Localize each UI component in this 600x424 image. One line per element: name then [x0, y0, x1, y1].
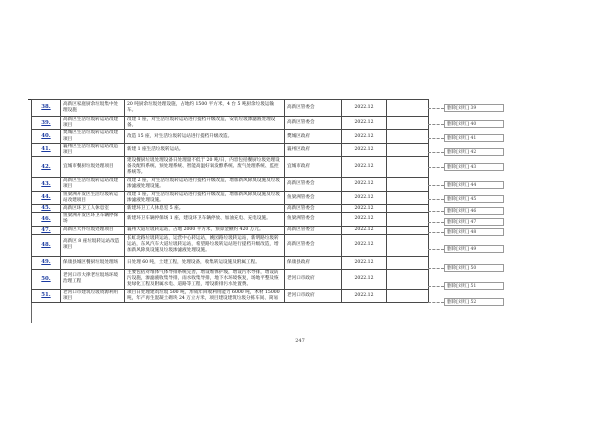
note-label: 删除[刘红] [447, 150, 469, 155]
row-number-cell [32, 143, 61, 156]
row-number-link[interactable]: 47. [41, 226, 51, 233]
completion-date-cell: 2022.12 [342, 205, 387, 213]
empty-cell [387, 143, 429, 156]
note-connector-line [428, 249, 444, 250]
empty-cell [387, 117, 429, 130]
row-number-link[interactable]: 48. [41, 241, 51, 248]
row-number-cell [32, 269, 61, 289]
table-row [32, 205, 429, 213]
empty-cell [387, 256, 429, 269]
table-row [32, 289, 429, 302]
note-label: 删除[刘红] [447, 230, 469, 235]
row-number-cell [32, 213, 61, 226]
row-number-link[interactable]: 44. [41, 194, 51, 201]
note-number: 51 [470, 284, 477, 289]
responsible-unit-cell: 保康县政府 [285, 256, 342, 269]
note-label: 删除[刘红] [447, 220, 469, 225]
note-number: 41 [470, 136, 477, 141]
project-name-cell: 老河口市建筑垃圾资源利用项目 [61, 289, 125, 302]
note-number: 44 [470, 183, 477, 188]
note-box[interactable] [444, 134, 504, 142]
project-content-cell: 改建 1 座，对生活垃圾转运站进行提档升级改造，增加新风除臭设施及垃圾渗滤液处理设施。 [125, 191, 285, 204]
table-row [32, 256, 429, 269]
completion-date-cell: 2022.12 [342, 143, 387, 156]
row-number-link[interactable]: 51. [41, 292, 51, 299]
note-box[interactable] [444, 163, 504, 171]
row-number-cell [32, 157, 61, 178]
project-name-cell: 高新区生活垃圾转运站改建项目 [61, 117, 125, 130]
completion-date-cell: 2022.12 [342, 234, 387, 256]
responsible-unit-cell: 高新区管委会 [285, 226, 342, 234]
project-content-cell: 建设餐厨垃圾处理设备日处理量不低于 20 吨/日，内容包括餐厨垃圾处理设备及配料系统、预处理系统、智能高温好氧发酵系统、废气处理系统、监控系统等。 [125, 157, 285, 178]
row-number-link[interactable]: 39. [41, 119, 51, 126]
row-number-cell [32, 100, 61, 117]
row-number-link[interactable]: 41. [41, 146, 51, 153]
note-label: 删除[刘红] [447, 209, 469, 214]
table-row [32, 178, 429, 191]
note-connector-line [428, 152, 444, 153]
note-connector-line [428, 108, 444, 109]
note-box[interactable] [444, 104, 504, 112]
revision-note [428, 120, 518, 130]
completion-date-cell: 2022.12 [342, 157, 387, 178]
completion-date-cell: 2022.12 [342, 269, 387, 289]
note-number: 47 [470, 220, 477, 225]
note-box[interactable] [444, 207, 504, 215]
empty-cell [387, 234, 429, 256]
responsible-unit-cell: 高新区管委会 [285, 178, 342, 191]
project-content-cell: 新建环卫工人休息室 5 座。 [125, 205, 285, 213]
project-name-cell: 高新区家庭厨余垃圾集中处理设施 [61, 100, 125, 117]
note-box[interactable] [444, 245, 504, 253]
project-name-cell: 樊城区生活垃圾转运站改建项目 [61, 130, 125, 143]
row-number-link[interactable]: 42. [41, 163, 51, 170]
row-number-cell [32, 130, 61, 143]
note-number: 39 [470, 106, 477, 111]
row-number-link[interactable]: 50. [41, 275, 51, 282]
note-label: 删除[刘红] [447, 284, 469, 289]
project-name-cell: 保康县城区餐厨垃圾处理场 [61, 256, 125, 269]
project-content-cell: 改建 1 座，对生活垃圾转运站进行提档升级改造，安装垃圾渗滤液处理设备。 [125, 117, 285, 130]
note-number: 46 [470, 209, 477, 214]
note-connector-line [428, 185, 444, 186]
completion-date-cell: 2022.12 [342, 117, 387, 130]
completion-date-cell: 2022.12 [342, 226, 387, 234]
note-label: 删除[刘红] [447, 106, 469, 111]
note-box[interactable] [444, 181, 504, 189]
project-name-cell: 老河口市大律老垃圾场环境治理工程 [61, 269, 125, 289]
row-number-link[interactable]: 46. [41, 215, 51, 222]
project-table [31, 99, 429, 303]
note-box[interactable] [444, 218, 504, 226]
note-box[interactable] [444, 195, 504, 203]
row-number-link[interactable]: 40. [41, 133, 51, 139]
empty-cell [387, 226, 429, 234]
empty-cell [387, 289, 429, 302]
responsible-unit-cell: 樊城区政府 [285, 130, 342, 143]
revision-note [428, 134, 518, 144]
row-number-cell [32, 205, 61, 213]
note-label: 删除[刘红] [447, 247, 469, 252]
project-content-cell: 长虹北路垃圾转运站，运营中心转运站，姚园路垃圾转运站，新明路垃圾转运站，东风汽车大道垃圾转运站，希望路垃圾转运站进行提档升级改造，增加新风除臭设施及垃圾渗滤液处理设施。 [125, 234, 285, 256]
note-number: 48 [470, 230, 477, 235]
row-number-cell [32, 178, 61, 191]
empty-cell [387, 213, 429, 226]
completion-date-cell: 2022.12 [342, 130, 387, 143]
note-label: 删除[刘红] [447, 183, 469, 188]
project-name-cell: 高新区大件垃圾处理项目 [61, 226, 125, 234]
responsible-unit-cell: 高新区管委会 [285, 117, 342, 130]
note-label: 删除[刘红] [447, 136, 469, 141]
note-connector-line [428, 199, 444, 200]
note-connector-line [428, 302, 444, 303]
responsible-unit-cell: 宜城市政府 [285, 157, 342, 178]
note-box[interactable] [444, 264, 504, 272]
project-name-cell: 襄州区生活垃圾转运站改造项目 [61, 143, 125, 156]
revision-note [428, 148, 518, 158]
note-connector-line [428, 138, 444, 139]
completion-date-cell: 2022.12 [342, 178, 387, 191]
completion-date-cell: 2022.12 [342, 191, 387, 204]
row-number-cell [32, 234, 61, 256]
note-label: 删除[刘红] [447, 266, 469, 271]
note-label: 删除[刘红] [447, 197, 469, 202]
note-connector-line [428, 268, 444, 269]
project-content-cell: 日处理 60 吨，土建工程，处理设备，收集转运设施及附属工程。 [125, 256, 285, 269]
project-content-cell: 主要包括对堆体气体导排系统完善，增设堆体护坡，增设污水导排，增设防污设施，渗滤液收集导排，雨水收集导排，地下水环境恢复，场地平整及恢复绿化工程及附属水电、道路等工程，增设新排污水处置费。 [125, 269, 285, 289]
project-content-cell: 改造 15 座，对生活垃圾转运站进行提档升级改造。 [125, 130, 285, 143]
note-number: 50 [470, 266, 477, 271]
table-row [32, 269, 429, 289]
revision-note [428, 282, 518, 292]
note-connector-line [428, 211, 444, 212]
empty-cell [387, 130, 429, 143]
note-number: 43 [470, 165, 477, 170]
project-content-cell: 新建环卫车辆停保场 1 座，建设环卫车辆停放、加油充电、充电设施。 [125, 213, 285, 226]
responsible-unit-cell: 高新区管委会 [285, 234, 342, 256]
table-row [32, 226, 429, 234]
row-number-cell [32, 191, 61, 204]
note-connector-line [428, 286, 444, 287]
note-box[interactable] [444, 148, 504, 156]
revision-note [428, 218, 518, 228]
row-number-cell [32, 289, 61, 302]
row-number-link[interactable]: 38. [41, 104, 51, 111]
note-box[interactable] [444, 228, 504, 236]
table-row [32, 143, 429, 156]
row-number-cell [32, 226, 61, 234]
revision-note [428, 195, 518, 205]
row-number-link[interactable]: 43. [41, 180, 51, 187]
revision-note [428, 298, 518, 308]
project-name-cell: 高新区环卫工人休息室 [61, 205, 125, 213]
empty-cell [387, 191, 429, 204]
note-label: 删除[刘红] [447, 300, 469, 305]
note-connector-line [428, 222, 444, 223]
completion-date-cell: 2022.12 [342, 100, 387, 117]
empty-cell [387, 157, 429, 178]
table-row [32, 100, 429, 117]
note-connector-line [428, 232, 444, 233]
responsible-unit-cell: 老河口市政府 [285, 289, 342, 302]
note-connector-line [428, 124, 444, 125]
revision-note [428, 181, 518, 191]
table-row [32, 191, 429, 204]
table-row [32, 213, 429, 226]
responsible-unit-cell: 老河口市政府 [285, 269, 342, 289]
empty-cell [387, 100, 429, 117]
empty-cell [387, 205, 429, 213]
note-number: 45 [470, 197, 477, 202]
empty-cell [387, 269, 429, 289]
revision-note [428, 264, 518, 274]
project-name-cell: 高新区生活垃圾转运站改建项目 [61, 178, 125, 191]
completion-date-cell: 2022.12 [342, 213, 387, 226]
completion-date-cell: 2022.12 [342, 289, 387, 302]
responsible-unit-cell: 鱼梁洲管委会 [285, 213, 342, 226]
row-number-link[interactable]: 45. [41, 205, 51, 212]
responsible-unit-cell: 鱼梁洲管委会 [285, 191, 342, 204]
note-number: 42 [470, 150, 477, 155]
note-number: 49 [470, 247, 477, 252]
project-content-cell: 改建 2 座，对生活垃圾转运站进行提档升级改造，增加新风除臭设施及垃圾渗滤液处理设施。 [125, 178, 285, 191]
project-content-cell: 襄州大道垃圾转运站，占地 2000 平方米，预算金额约 420 万元。 [125, 226, 285, 234]
revision-note [428, 163, 518, 173]
row-number-link[interactable]: 49. [41, 259, 51, 266]
row-number-cell [32, 256, 61, 269]
revision-note [428, 207, 518, 217]
responsible-unit-cell: 襄州区政府 [285, 143, 342, 156]
project-name-cell: 鱼梁洲开发区环卫车辆停保场 [61, 213, 125, 226]
responsible-unit-cell: 高新区管委会 [285, 100, 342, 117]
note-label: 删除[刘红] [447, 122, 469, 127]
note-label: 删除[刘红] [447, 165, 469, 170]
project-name-cell: 宜城市餐厨垃圾处理项目 [61, 157, 125, 178]
note-box[interactable] [444, 282, 504, 290]
revision-note [428, 228, 518, 238]
empty-cell [387, 178, 429, 191]
table-row [32, 117, 429, 130]
project-content-cell: 20 吨厨余垃圾处理设施，占地约 1500 平方米，4 台 5 吨厨余垃圾运输车。 [125, 100, 285, 117]
responsible-unit-cell: 高新区管委会 [285, 205, 342, 213]
revision-note [428, 104, 518, 114]
project-content-cell: 新建 1 座生活垃圾转运站。 [125, 143, 285, 156]
note-box[interactable] [444, 120, 504, 128]
project-name-cell: 鱼梁洲开发区生活垃圾转运站改建项目 [61, 191, 125, 204]
revision-note [428, 245, 518, 255]
table-row [32, 130, 429, 143]
table-row [32, 234, 429, 256]
project-content-cell: 项目日处理建筑垃圾 500 吨，形成年回收利用能力 6000 吨，木材 15000 吨，年产再生混凝土砌块 24 万立方米，项目建设建筑垃圾分拣车间、简易 [125, 289, 285, 302]
project-name-cell: 高新区 8 座垃圾转运站改造项目 [61, 234, 125, 256]
project-table-body [32, 100, 429, 303]
note-number: 52 [470, 300, 477, 305]
page-number: 247 [295, 338, 305, 344]
note-connector-line [428, 167, 444, 168]
note-box[interactable] [444, 298, 504, 306]
row-number-cell [32, 117, 61, 130]
table-row [32, 157, 429, 178]
note-number: 40 [470, 122, 477, 127]
completion-date-cell: 2022.12 [342, 256, 387, 269]
